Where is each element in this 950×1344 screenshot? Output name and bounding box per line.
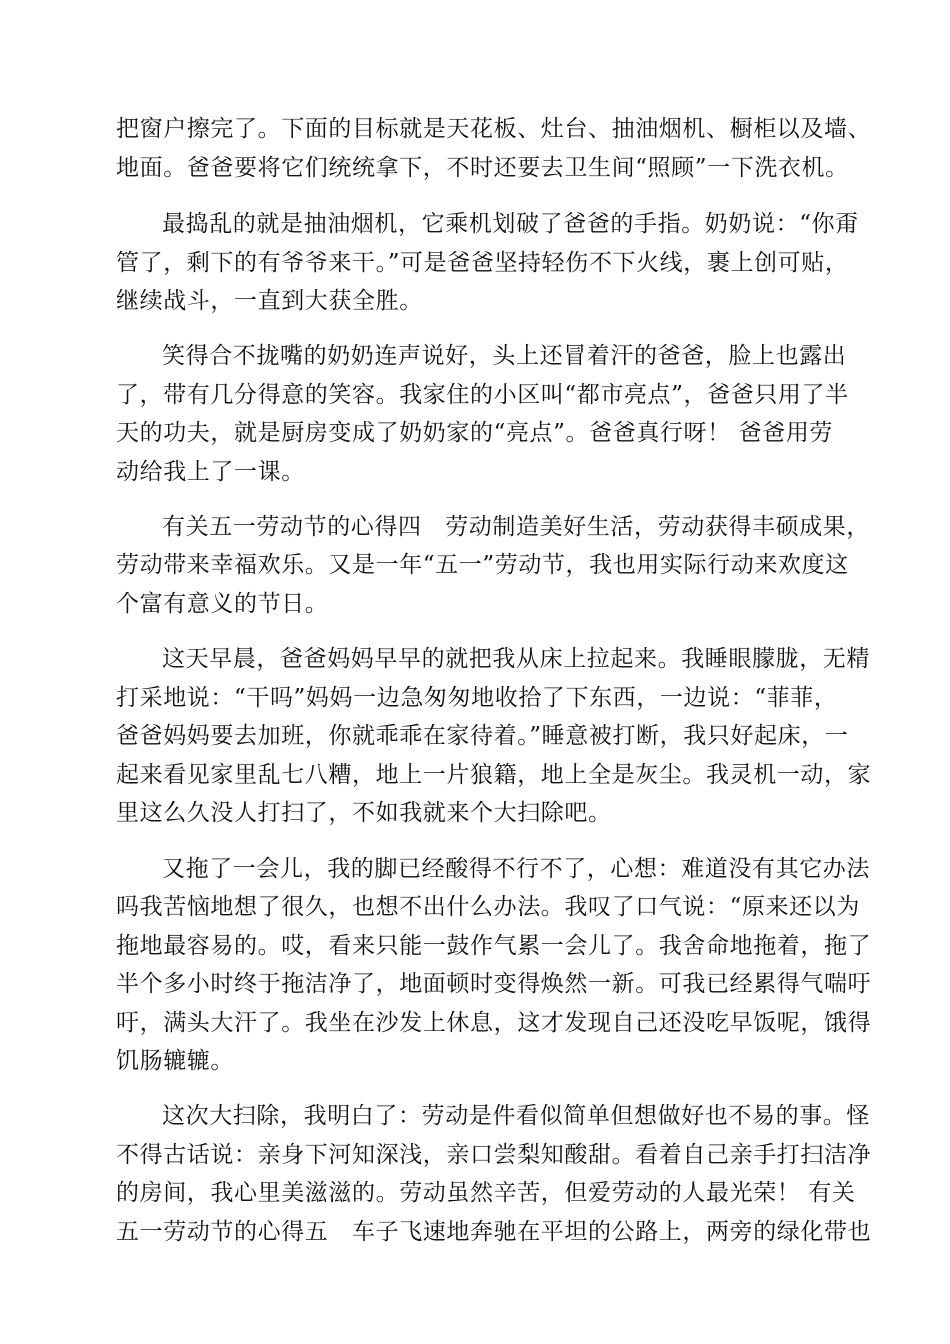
text-line: 有关五一劳动节的心得四 劳动制造美好生活，劳动获得丰硕成果，: [162, 514, 870, 540]
text-line: 继续战斗，一直到大获全胜。: [116, 288, 423, 314]
text-line: 饥肠辘辘。: [116, 1048, 234, 1074]
text-line: 这次大扫除，我明白了：劳动是件看似简单但想做好也不易的事。怪: [162, 1103, 870, 1129]
text-line: 把窗户擦完了。下面的目标就是天花板、灶台、抽油烟机、橱柜以及墙、: [116, 116, 872, 142]
text-line: 五一劳动节的心得五 车子飞速地奔驰在平坦的公路上，两旁的绿化带也: [116, 1219, 872, 1245]
text-line: 劳动带来幸福欢乐。又是一年“五一”劳动节，我也用实际行动来欢度这: [116, 552, 849, 578]
text-line: 爸爸妈妈要去加班，你就乖乖在家待着。”睡意被打断，我只好起床，一: [116, 723, 849, 749]
text-line: 天的功夫，就是厨房变成了奶奶家的“亮点”。爸爸真行呀！ 爸爸用劳: [116, 420, 834, 446]
text-line: 笑得合不拢嘴的奶奶连声说好，头上还冒着汗的爸爸，脸上也露出: [162, 343, 847, 369]
text-line: 不得古话说：亲身下河知深浅，亲口尝梨知酸甜。看着自己亲手打扫洁净: [116, 1142, 872, 1168]
text-line: 这天早晨，爸爸妈妈早早的就把我从床上拉起来。我睡眼朦胧，无精: [162, 646, 870, 672]
text-line: 的房间，我心里美滋滋的。劳动虽然辛苦，但爱劳动的人最光荣！ 有关: [116, 1180, 856, 1206]
text-line: 吁，满头大汗了。我坐在沙发上休息，这才发现自己还没吃早饭呢，饿得: [116, 1010, 872, 1036]
text-line: 地面。爸爸要将它们统统拿下，不时还要去卫生间“照顾”一下洗衣机。: [116, 155, 849, 181]
text-line: 个富有意义的节日。: [116, 591, 329, 617]
text-line: 管了，剩下的有爷爷来干。”可是爸爸坚持轻伤不下火线，裹上创可贴，: [116, 250, 849, 276]
text-line: 拖地最容易的。哎，看来只能一鼓作气累一会儿了。我舍命地拖着，拖了: [116, 933, 872, 959]
text-line: 吗我苦恼地想了很久，也想不出什么办法。我叹了口气说：“原来还以为: [116, 894, 860, 920]
text-line: 动给我上了一课。: [116, 459, 305, 485]
text-line: 最捣乱的就是抽油烟机，它乘机划破了爸爸的手指。奶奶说：“你甭: [162, 211, 859, 237]
text-line: 又拖了一会儿，我的脚已经酸得不行不了，心想：难道没有其它办法: [162, 856, 870, 882]
text-line: 了，带有几分得意的笑容。我家住的小区叫“都市亮点”，爸爸只用了半: [116, 382, 849, 408]
text-line: 起来看见家里乱七八糟，地上一片狼籍，地上全是灰尘。我灵机一动，家: [116, 762, 872, 788]
text-line: 半个多小时终于拖洁净了，地面顿时变得焕然一新。可我已经累得气喘吁: [116, 971, 872, 997]
text-line: 打采地说：“干吗”妈妈一边急匆匆地收拾了下东西，一边说：“菲菲，: [116, 685, 838, 711]
text-line: 里这么久没人打扫了，不如我就来个大扫除吧。: [116, 800, 612, 826]
